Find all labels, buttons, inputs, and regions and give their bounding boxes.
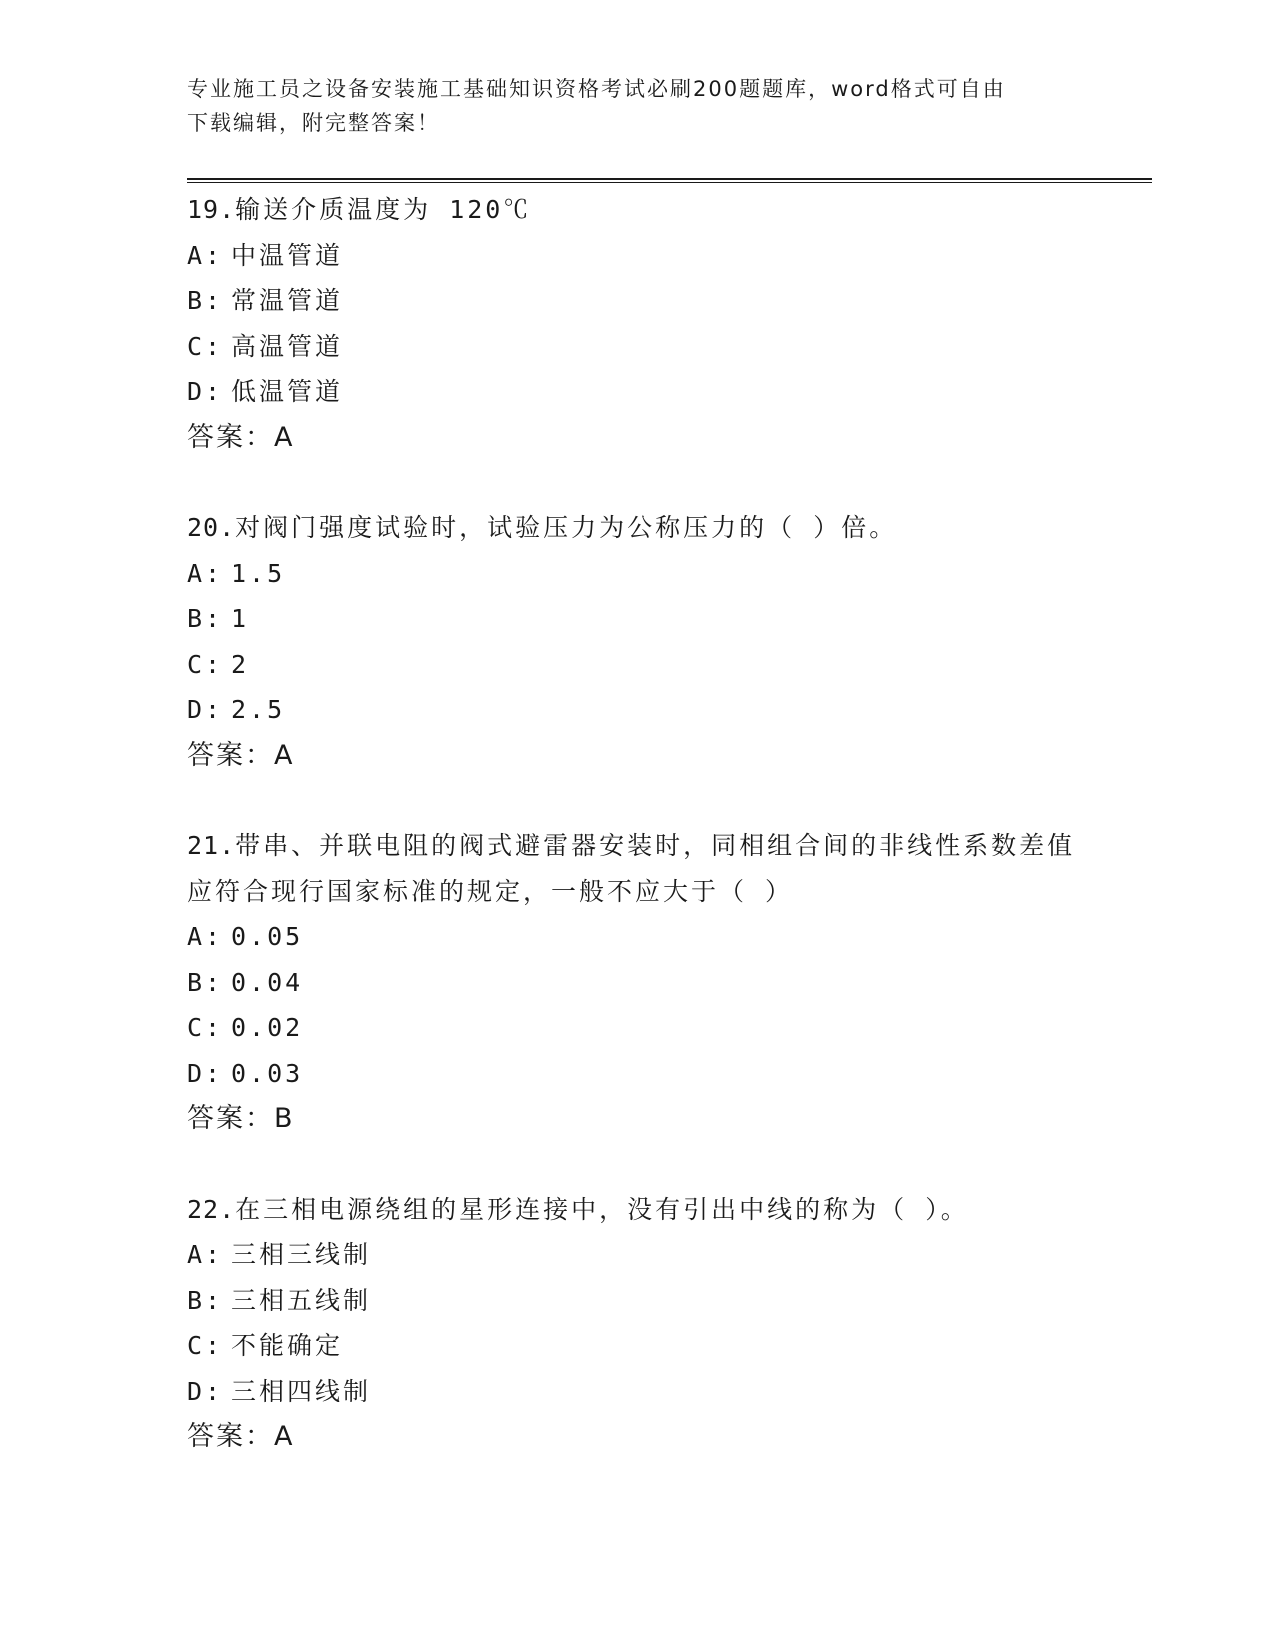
option-text: 0.05 (231, 922, 304, 951)
option-letter: D: (187, 1058, 224, 1088)
question-20 (187, 505, 1087, 778)
option-a (187, 551, 1087, 597)
option-b (187, 278, 1087, 324)
option-letter: C: (187, 331, 224, 361)
header-line-2: 下载编辑，附完整答案！ (187, 111, 440, 135)
option-b (187, 596, 1087, 642)
option-letter: B: (187, 604, 224, 633)
option-text: 常温管道 (231, 286, 344, 315)
option-text: 1 (231, 604, 250, 633)
option-letter: B: (187, 286, 224, 315)
option-text: 不能确定 (231, 1331, 344, 1360)
option-letter: B: (187, 1285, 224, 1315)
option-a (187, 1232, 1087, 1278)
option-text: 三相三线制 (231, 1240, 372, 1269)
option-letter: A: (187, 240, 224, 270)
option-c (187, 1323, 1087, 1369)
option-c (187, 324, 1087, 370)
option-letter: D: (187, 695, 224, 724)
question-21 (187, 823, 1087, 1142)
answer-line: 答案：B (187, 1103, 295, 1134)
answer-line: 答案：A (187, 739, 295, 771)
question-text: 对阀门强度试验时，试验压力为公称压力的（ ）倍。 (235, 513, 898, 542)
option-letter: B: (187, 967, 224, 997)
option-text: 2.5 (231, 695, 286, 724)
option-c (187, 1005, 1087, 1051)
option-d (187, 687, 1087, 733)
option-d (187, 369, 1087, 415)
question-number: 21. (187, 831, 236, 860)
question-number: 19. (187, 195, 236, 224)
option-letter: D: (187, 377, 224, 406)
option-letter: D: (187, 1376, 224, 1406)
option-letter: C: (187, 649, 224, 679)
question-text: 输送介质温度为 120℃ (235, 195, 532, 224)
question-19 (187, 187, 1087, 460)
option-text: 三相四线制 (231, 1376, 372, 1406)
option-text: 高温管道 (231, 331, 344, 361)
question-list (187, 187, 1087, 1505)
question-text: 在三相电源绕组的星形连接中，没有引出中线的称为（ ）。 (235, 1194, 969, 1224)
question-text: 带串、并联电阻的阀式避雷器安装时，同相组合间的非线性系数差值应符合现行国家标准的规定，一般不应大于（ ） (187, 831, 1076, 906)
option-letter: C: (187, 1331, 224, 1360)
option-d (187, 1369, 1087, 1415)
option-d (187, 1051, 1087, 1097)
option-b (187, 1278, 1087, 1324)
option-a (187, 233, 1087, 279)
option-text: 中温管道 (231, 240, 344, 270)
option-letter: A: (187, 922, 224, 951)
header-line-1: 专业施工员之设备安装施工基础知识资格考试必刷200题题库，word格式可自由 (187, 77, 1006, 101)
option-text: 0.03 (231, 1058, 304, 1088)
question-22 (187, 1187, 1087, 1460)
option-text: 三相五线制 (231, 1285, 372, 1315)
question-number: 22. (187, 1194, 236, 1224)
option-text: 1.5 (231, 558, 286, 588)
question-stem (187, 823, 1087, 914)
option-c (187, 642, 1087, 688)
question-number: 20. (187, 513, 236, 542)
option-a (187, 914, 1087, 960)
option-b (187, 960, 1087, 1006)
option-letter: A: (187, 558, 224, 588)
document-header (187, 72, 1067, 140)
answer-line: 答案：A (187, 421, 295, 453)
option-letter: C: (187, 1013, 224, 1042)
answer-line: 答案：A (187, 1421, 295, 1452)
option-text: 2 (231, 649, 250, 679)
question-stem (187, 187, 1087, 233)
question-stem (187, 505, 1087, 551)
option-letter: A: (187, 1240, 224, 1269)
header-divider (187, 178, 1152, 183)
option-text: 0.02 (231, 1013, 304, 1042)
option-text: 低温管道 (231, 377, 344, 406)
question-stem (187, 1187, 1087, 1233)
option-text: 0.04 (231, 967, 304, 997)
